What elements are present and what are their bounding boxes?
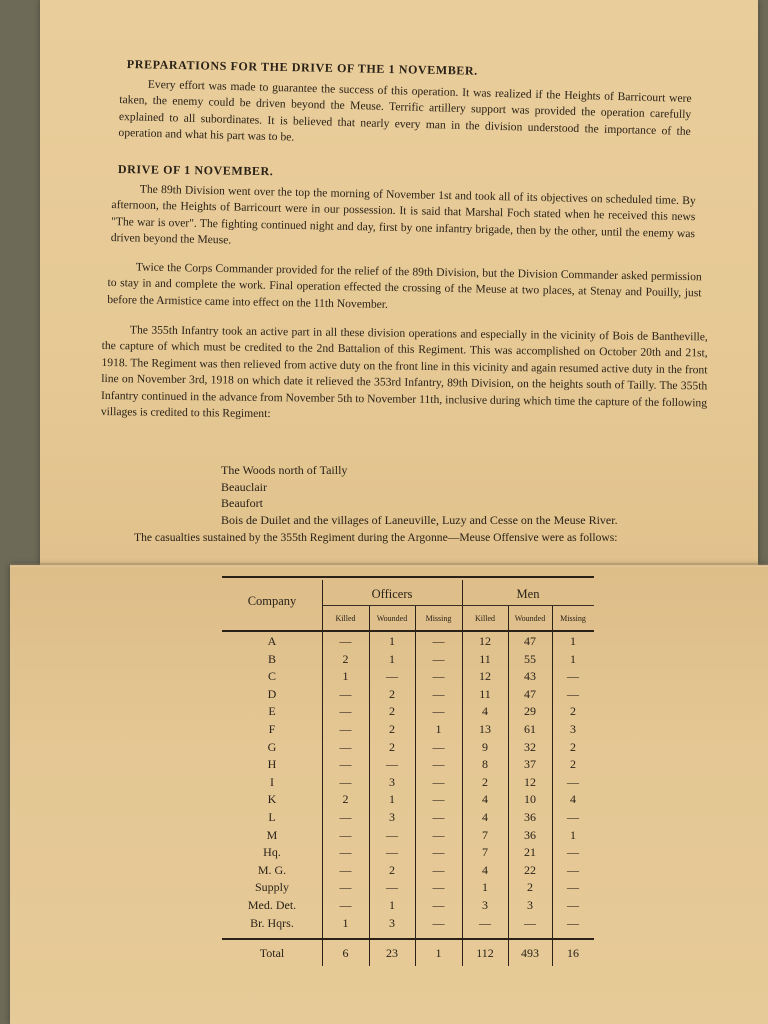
table-cell: 1 — [389, 898, 395, 912]
company-label: G — [267, 739, 277, 754]
table-cell: 61 — [524, 722, 536, 736]
table-cell: 2 — [389, 739, 395, 754]
table-cell: — — [432, 810, 445, 824]
village-item: Beauclair — [221, 479, 267, 494]
table-cell: — — [567, 862, 579, 877]
table-cell: 2 — [342, 792, 349, 807]
paragraph-drive-3: The 355th Infantry took an active part in all these division operations and especially in the vicinity of Bois de Bantheville, the capture of which must be credited to the 2nd Battalion of this Regiment. This was accomplished on October 20th and 21st, 1918. The Regiment was then relieved from active duty on the front line in this vicinity and again resumed active duty in the front line on November 3rd, 1918 on which date it relieved the 353rd Infantry, 89th Division, on the heights south of Tailly. The 355th Infantry continued in the advance from November 5th to November 11th, inclusive during which time the capture of the following villages is credited to this Regiment: — [100, 323, 708, 421]
table-cell: 4 — [482, 704, 488, 719]
table-cell: 4 — [482, 810, 488, 824]
table-cell: — — [567, 880, 579, 895]
table-top-rule — [222, 576, 594, 578]
table-cell: — — [567, 898, 579, 912]
table-cell: 13 — [479, 722, 491, 736]
table-cell: 3 — [389, 915, 395, 930]
table-cell: — — [479, 915, 491, 930]
sub-header-cell: Missing — [425, 614, 452, 623]
company-label: M — [266, 827, 278, 842]
table-cell: — — [432, 898, 445, 912]
table-cell: 7 — [482, 827, 488, 842]
table-cell: — — [432, 792, 445, 807]
sub-header-cell: Killed — [475, 614, 495, 623]
table-cell: 2 — [342, 651, 349, 666]
company-label: M. G. — [257, 862, 287, 877]
village-item: Beaufort — [221, 496, 263, 511]
table-cell: — — [339, 722, 352, 736]
table-cell: 1 — [570, 634, 576, 648]
table-cell: 12 — [524, 774, 536, 789]
page-fold — [10, 563, 768, 567]
table-cell: 4 — [570, 792, 576, 807]
table-cell: 37 — [524, 757, 536, 772]
table-cell: — — [386, 757, 398, 772]
total-cell: 6 — [342, 946, 349, 960]
table-cell: — — [386, 880, 398, 895]
table-cell: 1 — [342, 669, 349, 684]
table-cell: 1 — [435, 722, 442, 736]
table-header-rule — [222, 630, 594, 632]
table-cell: 9 — [482, 739, 488, 754]
table-cell: — — [432, 845, 445, 860]
table-cell: 8 — [482, 757, 488, 772]
table-cell: 12 — [479, 634, 491, 648]
table-cell: — — [339, 634, 352, 648]
casualties-intro: The casualties sustained by the 355th Regiment during the Argonne—Meuse Offensive were as follows: — [134, 531, 618, 544]
company-label: Br. Hqrs. — [250, 915, 294, 930]
table-cell: — — [524, 915, 536, 930]
company-label: Med. Det. — [247, 898, 297, 912]
table-cell: 2 — [482, 774, 488, 789]
table-cell: 10 — [524, 792, 536, 807]
total-cell: 493 — [521, 946, 539, 960]
table-cell: — — [567, 810, 579, 824]
table-cell: — — [432, 686, 445, 701]
table-cell: — — [567, 669, 579, 684]
table-cell: 3 — [527, 898, 533, 912]
table-cell: — — [567, 845, 579, 860]
table-cell: 4 — [482, 792, 488, 807]
heading-drive: DRIVE OF 1 NOVEMBER. — [117, 162, 274, 179]
table-cell: — — [339, 880, 352, 895]
company-label: A — [267, 634, 277, 648]
table-cell: 2 — [570, 704, 576, 719]
table-cell: — — [432, 915, 445, 930]
header-men: Men — [516, 587, 540, 601]
table-cell: 11 — [479, 686, 491, 701]
table-cell: — — [386, 845, 398, 860]
paragraph-preparations: Every effort was made to guarantee the success of this operation. It was realized if the Heights of Barricourt were taken, the enemy could be driven beyond the Meuse. Terrific artillery support was provided the operation carefully explained to all subordinates. It is believed that nearly every man in the division understood the importance of the operation and what his part was to be. — [118, 77, 692, 144]
paragraph-drive-1: The 89th Division went over the top the morning of November 1st and took all of its objectives on scheduled time. By afternoon, the Heights of Barricourt were in our possession. It is said that Marshal Foch stated when he received this news "The war is over". The fighting continued night and day, first by one infantry brigade, then by the other, until the enemy was driven beyond the Meuse. — [110, 182, 696, 247]
table-cell: — — [432, 774, 445, 789]
table-cell: 2 — [527, 880, 533, 895]
table-cell: — — [432, 757, 445, 772]
table-cell: — — [567, 915, 579, 930]
table-cell: 1 — [482, 880, 488, 895]
table-cell: 2 — [389, 704, 395, 719]
company-label: K — [267, 792, 277, 807]
table-cell: — — [432, 651, 445, 666]
company-label: L — [268, 810, 276, 824]
table-cell: — — [432, 827, 445, 842]
table-cell: — — [339, 862, 352, 877]
table-cell: 36 — [524, 827, 536, 842]
table-cell: — — [339, 810, 352, 824]
men-subrule — [462, 605, 594, 606]
table-cell: 1 — [389, 651, 395, 666]
table-cell: 22 — [524, 862, 536, 877]
company-label: H — [267, 757, 277, 772]
paragraph-drive-2: Twice the Corps Commander provided for the relief of the 89th Division, but the Division Commander asked permission to stay in and complete the work. Final operation effected the crossing of the Meuse at two places, at Stenay and Pouilly, just before the Armistice came into effect on the 11th November. — [107, 260, 702, 311]
table-cell: 1 — [389, 634, 395, 648]
table-cell: — — [339, 739, 352, 754]
table-cell: — — [339, 686, 352, 701]
table-cell: — — [432, 634, 445, 648]
table-cell: 2 — [570, 757, 576, 772]
company-label: F — [268, 722, 276, 736]
table-cell: 43 — [524, 669, 536, 684]
village-item: The Woods north of Tailly — [221, 463, 348, 477]
table-cell: — — [339, 845, 352, 860]
sub-header-cell: Killed — [335, 614, 356, 623]
table-cell: — — [339, 757, 352, 772]
table-cell: — — [432, 739, 445, 754]
table-cell: 29 — [524, 704, 536, 719]
table-cell: 1 — [570, 651, 576, 666]
company-label: Supply — [254, 880, 289, 895]
sub-header-cell: Wounded — [376, 614, 408, 623]
company-label: Hq. — [263, 845, 281, 860]
company-label: D — [267, 686, 277, 701]
table-cell: — — [432, 669, 445, 684]
table-cell: 3 — [570, 722, 576, 736]
table-cell: 32 — [524, 739, 536, 754]
company-label: B — [267, 651, 276, 666]
table-cell: 2 — [570, 739, 576, 754]
table-cell: — — [432, 862, 445, 877]
table-cell: — — [386, 827, 398, 842]
table-cell: 2 — [389, 862, 395, 877]
table-cell: 11 — [479, 651, 491, 666]
table-cell: — — [567, 774, 579, 789]
total-cell: 112 — [476, 946, 494, 960]
heading-preparations: PREPARATIONS FOR THE DRIVE OF THE 1 NOVEMBER. — [126, 57, 478, 78]
header-officers: Officers — [371, 587, 413, 601]
table-cell: 12 — [479, 669, 491, 684]
company-label: C — [267, 669, 276, 684]
table-cell: — — [339, 827, 352, 842]
company-label: I — [270, 774, 274, 789]
header-company: Company — [247, 594, 297, 608]
table-cell: — — [432, 704, 445, 719]
table-cell: — — [432, 880, 445, 895]
village-list — [221, 462, 618, 528]
table-cell: 4 — [482, 862, 488, 877]
table-cell: 36 — [524, 810, 536, 824]
officers-subrule — [322, 605, 462, 606]
table-cell: 7 — [482, 845, 488, 860]
table-cell: 47 — [524, 634, 536, 648]
table-cell: — — [339, 898, 352, 912]
table-cell: — — [339, 774, 352, 789]
table-cell: 47 — [524, 686, 536, 701]
sub-header-cell: Missing — [560, 614, 586, 623]
table-cell: 1 — [389, 792, 395, 807]
table-cell: 2 — [389, 686, 395, 701]
table-cell: 1 — [342, 915, 349, 930]
table-cell: — — [567, 686, 579, 701]
sub-header-cell: Wounded — [514, 614, 546, 623]
total-cell: 16 — [567, 946, 579, 960]
company-label: E — [268, 704, 276, 719]
table-cell: — — [339, 704, 352, 719]
table-cell: 2 — [389, 722, 395, 736]
total-cell: 23 — [386, 946, 398, 960]
table-total-rule — [222, 938, 594, 940]
table-cell: 3 — [389, 774, 395, 789]
table-cell: — — [386, 669, 398, 684]
table-cell: 21 — [524, 845, 536, 860]
table-cell: 1 — [570, 827, 576, 842]
total-cell: 1 — [435, 946, 442, 960]
table-cell: 55 — [524, 651, 536, 666]
village-item: Bois de Duilet and the villages of Laneuville, Luzy and Cesse on the Meuse River. — [221, 512, 618, 527]
table-cell: 3 — [482, 898, 488, 912]
table-cell: 3 — [389, 810, 395, 824]
total-label: Total — [259, 946, 285, 960]
